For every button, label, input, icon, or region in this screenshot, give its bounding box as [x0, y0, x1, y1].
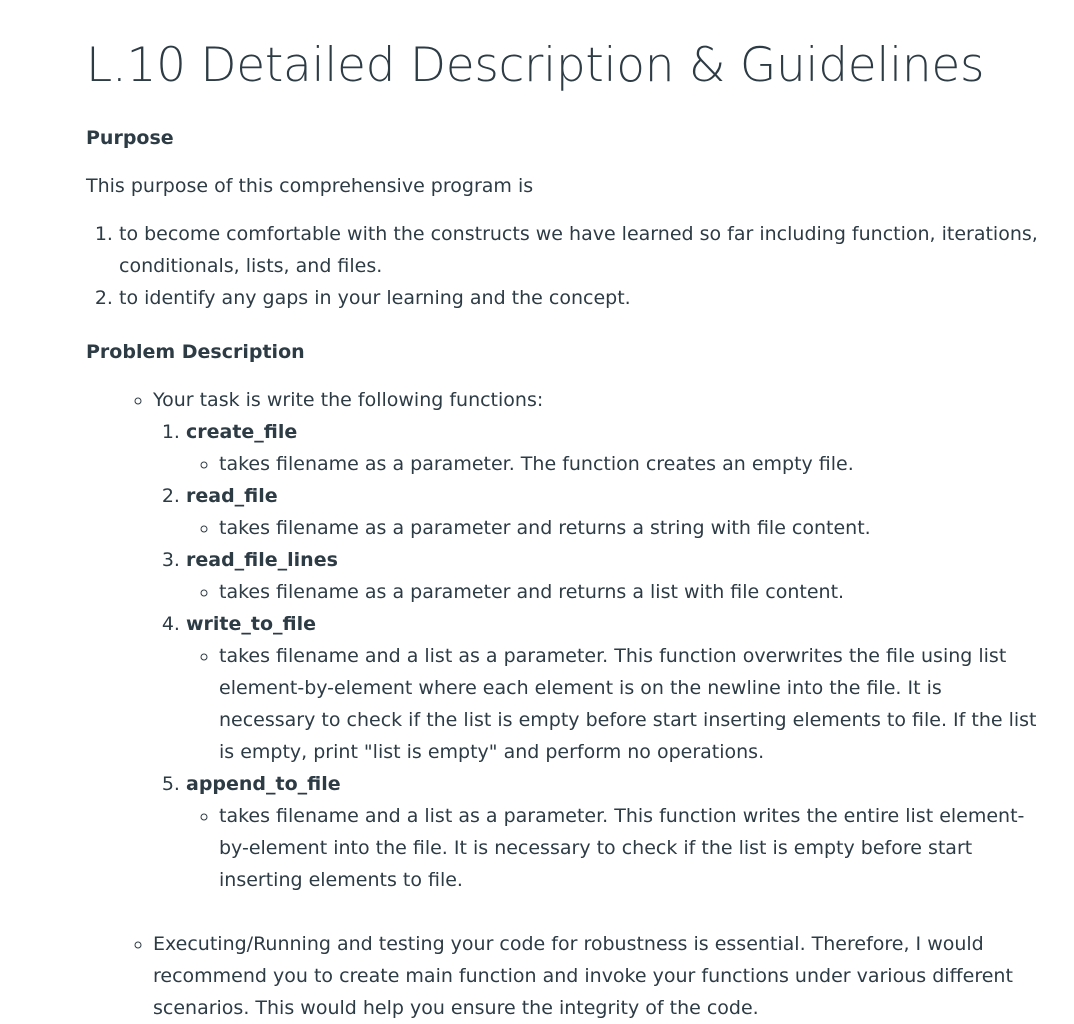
- function-description: ◦ takes filename as a parameter and returns a string with file content.: [219, 512, 1038, 544]
- function-item: [186, 768, 1038, 896]
- function-description: ◦ takes filename as a parameter and returns a list with file content.: [219, 576, 1038, 608]
- function-name: create_file: [186, 421, 298, 443]
- task-intro: Your task is write the following functions:: [153, 389, 544, 411]
- purpose-heading: Purpose: [86, 127, 174, 149]
- execution-note: ◦ Executing/Running and testing your code for robustness is essential. Therefore, I would recommend you to create main function and invoke your functions under various different scenarios. This would help you ensure the integrity of the code.: [153, 928, 1038, 1024]
- purpose-item: 2. to identify any gaps in your learning and the concept.: [119, 282, 1059, 314]
- purpose-item: 1. to become comfortable with the constructs we have learned so far including function, iterations, conditionals, lists, and files.: [119, 218, 1059, 282]
- function-description: ◦ takes filename and a list as a parameter. This function writes the entire list element-by-element into the file. It is necessary to check if the list is empty before start inserting elements to file.: [219, 800, 1038, 896]
- purpose-list: [86, 218, 1059, 314]
- function-description-list: [186, 512, 1038, 544]
- page-title: L.10 Detailed Description & Guidelines: [86, 38, 985, 93]
- function-description-list: [186, 640, 1038, 768]
- function-list: [153, 416, 1038, 896]
- function-name: append_to_file: [186, 773, 341, 795]
- function-name: read_file_lines: [186, 549, 338, 571]
- function-description: ◦ takes filename as a parameter. The function creates an empty file.: [219, 448, 1038, 480]
- function-description-list: [186, 448, 1038, 480]
- function-description: ◦ takes filename and a list as a parameter. This function overwrites the file using list element-by-element where each element is on the newline into the file. It is necessary to check if the list is empty before start inserting elements to file. If the list is empty, print "list is empty" and perform no operations.: [219, 640, 1038, 768]
- problem-heading: Problem Description: [86, 341, 305, 363]
- function-item: [186, 416, 1038, 480]
- task-list: [86, 384, 1038, 1024]
- function-description-list: [186, 800, 1038, 896]
- function-name: read_file: [186, 485, 278, 507]
- function-description-list: [186, 576, 1038, 608]
- function-item: [186, 480, 1038, 544]
- spacer: [153, 896, 1038, 928]
- task-intro-item: [153, 384, 1038, 928]
- purpose-intro: This purpose of this comprehensive program is: [86, 175, 534, 197]
- function-item: [186, 608, 1038, 768]
- function-item: [186, 544, 1038, 608]
- function-name: write_to_file: [186, 613, 317, 635]
